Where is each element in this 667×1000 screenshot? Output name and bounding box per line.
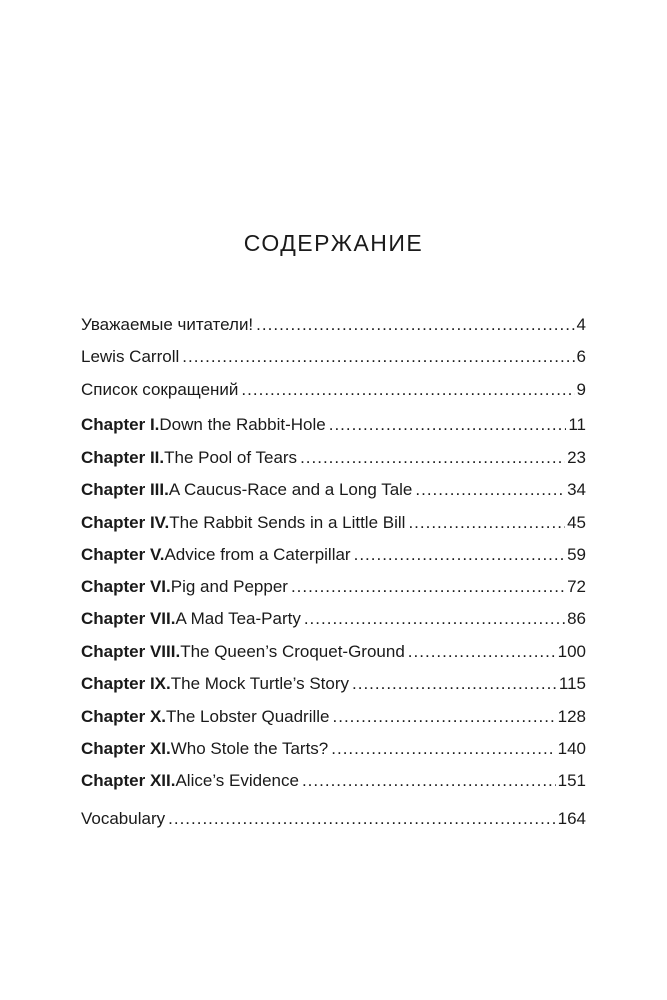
dot-leader (291, 574, 565, 600)
toc-entry (81, 344, 586, 370)
toc-entry (81, 768, 586, 794)
toc-entry (81, 412, 586, 438)
entry-title: Pig and Pepper (170, 577, 288, 596)
entry-chapter-label: Chapter X. (81, 707, 167, 726)
entry-page-number: 115 (558, 674, 586, 693)
entry-title: The Queen’s Croquet-Ground (180, 642, 405, 661)
entry-chapter-label: Chapter VII. (81, 609, 176, 628)
entry-chapter-label: Chapter VIII. (81, 642, 181, 661)
entry-page-number: 140 (557, 739, 586, 758)
entry-title: A Mad Tea-Party (175, 609, 301, 628)
entry-page-number: 72 (567, 577, 586, 596)
dot-leader (304, 606, 565, 632)
dot-leader (168, 806, 556, 832)
entry-title: Список сокращений (81, 380, 239, 399)
dot-leader (241, 377, 574, 403)
toc-entry (81, 574, 586, 600)
entry-chapter-label: Chapter I. (81, 415, 160, 434)
entry-chapter-label: Chapter XII. (81, 771, 176, 790)
entry-chapter-label: Chapter IX. (81, 674, 171, 693)
entry-page-number: 151 (557, 771, 586, 790)
entry-chapter-label: Chapter VI. (81, 577, 171, 596)
entry-title: Vocabulary (81, 809, 166, 828)
entry-title: Уважаемые читатели! (81, 315, 254, 334)
toc-entry (81, 806, 586, 832)
dot-leader (331, 736, 555, 762)
entry-chapter-label: Chapter III. (81, 480, 169, 499)
entry-page-number: 164 (557, 809, 586, 828)
entry-page-number: 6 (576, 347, 586, 366)
entry-page-number: 59 (567, 545, 586, 564)
entry-title: A Caucus-Race and a Long Tale (168, 480, 413, 499)
dot-leader (415, 477, 565, 503)
dot-leader (333, 704, 556, 730)
toc-title: СОДЕРЖАНИЕ (243, 230, 424, 256)
entry-title: Lewis Carroll (81, 347, 180, 366)
toc-entry (81, 477, 586, 503)
entry-chapter-label: Chapter XI. (81, 739, 171, 758)
entry-chapter-label: Chapter V. (81, 545, 165, 564)
entry-title: The Lobster Quadrille (166, 707, 330, 726)
toc-entry (81, 542, 586, 568)
dot-leader (352, 671, 557, 697)
toc-entry (81, 671, 586, 697)
entry-page-number: 128 (557, 707, 586, 726)
dot-leader (408, 639, 556, 665)
toc-entry (81, 704, 586, 730)
entry-title: Down the Rabbit-Hole (159, 415, 326, 434)
entry-title: Advice from a Caterpillar (164, 545, 351, 564)
entry-page-number: 23 (567, 448, 586, 467)
entry-page-number: 86 (567, 609, 586, 628)
toc-entry (81, 510, 586, 536)
entry-page-number: 11 (568, 415, 586, 434)
entry-title: The Pool of Tears (164, 448, 298, 467)
entry-page-number: 9 (576, 380, 586, 399)
entry-title: The Mock Turtle’s Story (170, 674, 349, 693)
dot-leader (256, 312, 574, 338)
toc-entry (81, 377, 586, 403)
toc-entry (81, 445, 586, 471)
entry-page-number: 4 (576, 315, 586, 334)
toc-entry (81, 606, 586, 632)
toc-entry (81, 736, 586, 762)
entry-title: Who Stole the Tarts? (170, 739, 329, 758)
dot-leader (354, 542, 565, 568)
dot-leader (302, 768, 556, 794)
dot-leader (329, 412, 567, 438)
entry-page-number: 45 (567, 513, 586, 532)
dot-leader (182, 344, 574, 370)
entry-page-number: 100 (557, 642, 586, 661)
entry-title: The Rabbit Sends in a Little Bill (169, 513, 406, 532)
toc-entry (81, 639, 586, 665)
entry-chapter-label: Chapter II. (81, 448, 165, 467)
entry-chapter-label: Chapter IV. (81, 513, 170, 532)
dot-leader (300, 445, 565, 471)
entry-page-number: 34 (567, 480, 586, 499)
entry-title: Alice’s Evidence (175, 771, 299, 790)
dot-leader (408, 510, 565, 536)
toc-entry (81, 312, 586, 338)
